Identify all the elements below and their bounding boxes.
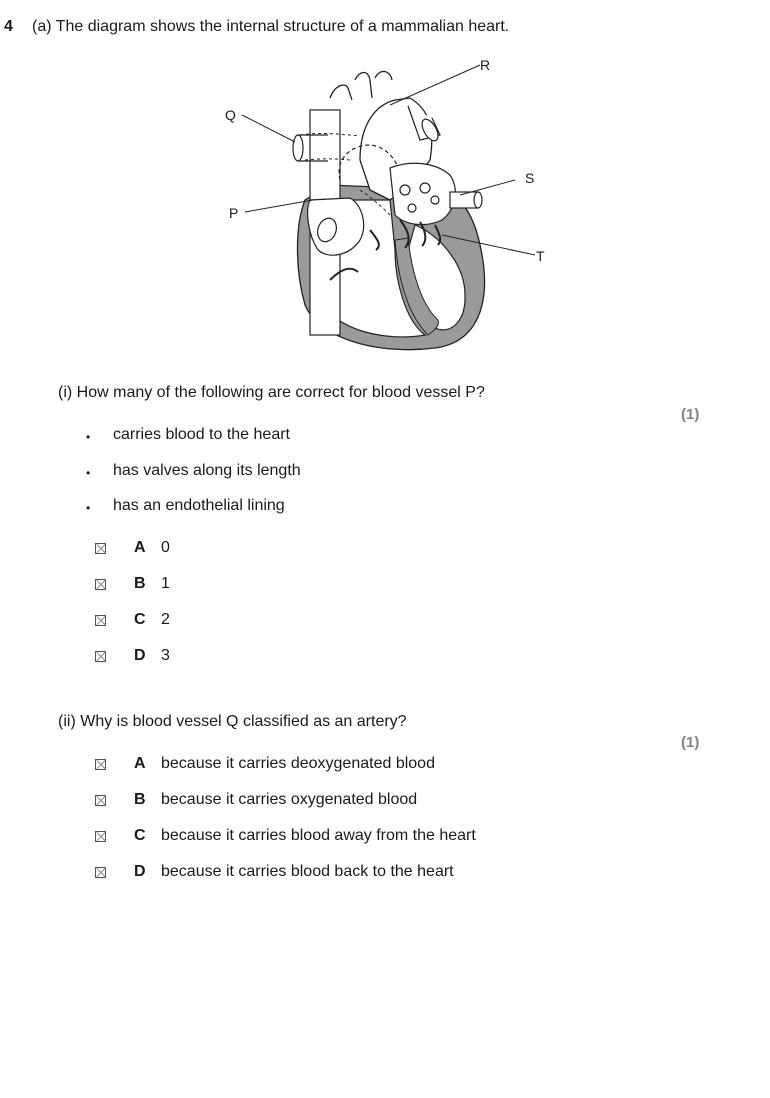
option-text: because it carries oxygenated blood — [161, 791, 418, 808]
option-letter: D — [134, 647, 146, 664]
bullet-item: carries blood to the heart — [113, 426, 290, 443]
label-T: T — [536, 248, 545, 264]
option-text: 2 — [161, 611, 170, 628]
bullet-item: has valves along its length — [113, 462, 301, 479]
option-letter: C — [134, 611, 146, 628]
left-atrium — [390, 163, 455, 224]
bullet-symbol: • — [86, 501, 91, 515]
part-i-marks: (1) — [681, 406, 700, 423]
option-text: because it carries blood away from the heart — [161, 827, 476, 844]
option-letter: A — [134, 539, 146, 556]
answer-box-ii-b[interactable] — [95, 795, 106, 806]
answer-box-i-d[interactable] — [95, 651, 106, 662]
option-text: 3 — [161, 647, 170, 664]
bullet-item: has an endothelial lining — [113, 497, 285, 514]
answer-box-i-c[interactable] — [95, 615, 106, 626]
option-letter: B — [134, 575, 146, 592]
label-Q: Q — [225, 107, 236, 123]
label-R: R — [480, 57, 491, 73]
option-letter: D — [134, 863, 146, 880]
answer-box-ii-d[interactable] — [95, 867, 106, 878]
label-P: P — [229, 205, 239, 221]
part-a-text: (a) The diagram shows the internal structure of a mammalian heart. — [32, 18, 510, 35]
bullet-symbol: • — [86, 430, 91, 444]
heart-diagram — [210, 50, 560, 370]
option-letter: B — [134, 791, 146, 808]
option-letter: C — [134, 827, 146, 844]
label-S: S — [525, 170, 535, 186]
part-ii-prompt: (ii) Why is blood vessel Q classified as an artery? — [58, 713, 407, 730]
part-i-prompt: (i) How many of the following are correct for blood vessel P? — [58, 384, 485, 401]
part-ii-marks: (1) — [681, 734, 700, 751]
option-text: 1 — [161, 575, 170, 592]
option-letter: A — [134, 755, 146, 772]
option-text: because it carries blood back to the heart — [161, 863, 454, 880]
question-number: 4 — [4, 18, 13, 35]
option-text: 0 — [161, 539, 170, 556]
answer-box-ii-a[interactable] — [95, 759, 106, 770]
aorta-branches — [330, 71, 392, 100]
answer-box-i-a[interactable] — [95, 543, 106, 554]
answer-box-ii-c[interactable] — [95, 831, 106, 842]
option-text: because it carries deoxygenated blood — [161, 755, 435, 772]
bullet-symbol: • — [86, 466, 91, 480]
answer-box-i-b[interactable] — [95, 579, 106, 590]
